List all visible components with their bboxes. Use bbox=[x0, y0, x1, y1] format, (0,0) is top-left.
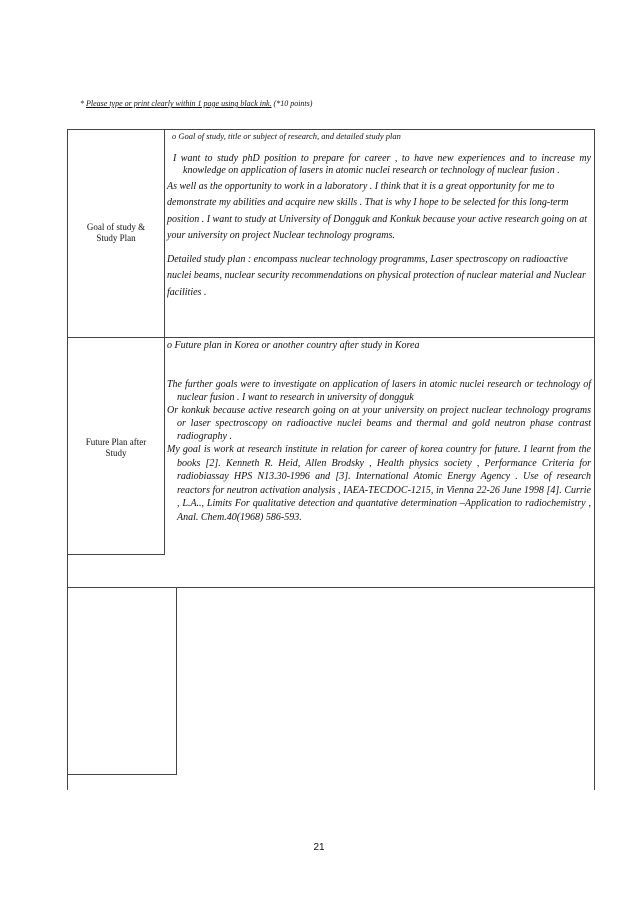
row1-column-divider bbox=[164, 129, 165, 338]
goal-label: Goal of study & Study Plan bbox=[86, 222, 146, 243]
row3-inner-bottom bbox=[67, 774, 177, 775]
goal-paragraph-1: I want to study phD position to prepare for career , to have new experiences and to increase my knowledge on application of lasers in atomic nuclei research or technology of nuclear fusion . bbox=[173, 153, 591, 177]
future-label: Future Plan after Study bbox=[85, 437, 147, 458]
instruction-suffix: (*10 points) bbox=[271, 99, 313, 108]
row1-bottom-border bbox=[67, 337, 595, 338]
goal-header: o Goal of study, title or subject of research, and detailed study plan bbox=[172, 131, 401, 141]
future-paragraph-3: My goal is work at research institute in relation for career of korea country for future. I learnt from the books [2]. Kenneth R. Heid, Allen Brodsky , Health physics society , Performance Criteria for radiobiassay HPS N13.30-1996 and [3]. International Atomic Energy Agency . Use of research reactors for neutron activation analysis , IAEA-TECDOC-1215, in Vienna 22-26 June 1998 [4]. Currie , L.A.., Limits For qualitative detection and quantative determination –Application to radiochemistry , Anal. Chem.40(1968) 586-593. bbox=[167, 444, 591, 523]
row2-column-divider bbox=[164, 337, 165, 555]
row2-bottom-border bbox=[67, 587, 595, 588]
table-left-border bbox=[67, 129, 68, 790]
future-paragraph-1: The further goals were to investigate on application of lasers in atomic nuclei research or technology of nuclear fusion . I want to research in university of dongguk bbox=[167, 379, 591, 403]
row2-inner-bottom bbox=[67, 554, 165, 555]
table-top-border bbox=[67, 129, 595, 130]
row3-column-divider bbox=[176, 587, 177, 775]
future-paragraph-2: Or konkuk because active research going on at your university on project nuclear technology programs or laser spectroscopy on radioactive nuclei beams and thermal and gold neutron phase contrast radiography . bbox=[167, 405, 591, 442]
instruction-note bbox=[80, 99, 312, 108]
instruction-prefix: * bbox=[80, 99, 86, 108]
instruction-underlined: Please type or print clearly within 1 page using black ink. bbox=[86, 99, 272, 108]
page-number: 21 bbox=[313, 842, 325, 853]
future-header: o Future plan in Korea or another country after study in Korea bbox=[167, 340, 420, 351]
goal-content bbox=[167, 131, 591, 301]
goal-paragraph-2: As well as the opportunity to work in a laboratory . I think that it is a great opportunity for me to demonstrate my abilities and acquire new skills . That is why I hope to be selected for this long-term position . I want to study at University of Dongguk and Konkuk because your active research going on at your university on project Nuclear technology programs. bbox=[167, 180, 588, 242]
future-content bbox=[167, 340, 591, 524]
goal-paragraph-3: Detailed study plan : encompass nuclear technology programms, Laser spectroscopy on radioactive nuclei beams, nuclear security recommendations on physical protection of nuclear material and Nuclear facilities . bbox=[167, 253, 586, 298]
table-right-border bbox=[594, 129, 595, 790]
